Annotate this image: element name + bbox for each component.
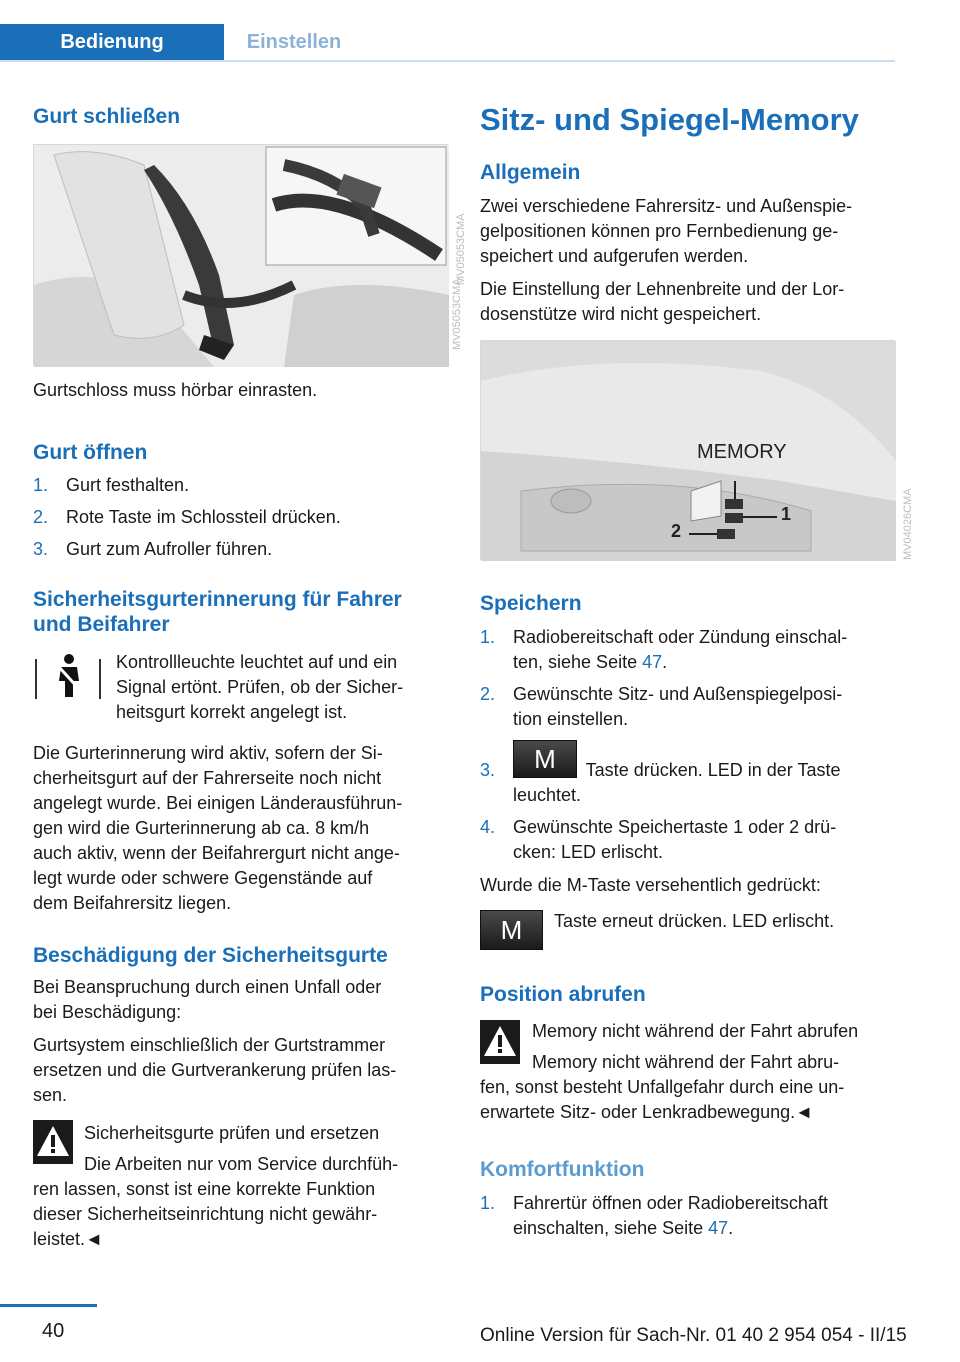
abrufen-warning-title: Memory nicht während der Fahrt abrufen (532, 1021, 859, 1041)
allgemein-line: gelpositionen können pro Fernbedienung ge- (480, 221, 839, 241)
list-text (513, 1216, 733, 1241)
warning-title: Sicherheitsgurte prüfen und ersetzen (84, 1123, 380, 1143)
page-link-47[interactable]: 47 (708, 1218, 729, 1238)
warning-triangle-icon (480, 1020, 520, 1064)
warning-line: ren lassen, sonst ist eine korrekte Funktion (33, 1179, 376, 1199)
section-title-damage: Beschädigung der Sicherheitsgurte (33, 944, 388, 967)
list-number: 3. (480, 760, 496, 780)
reminder-icon-line-2: Signal ertönt. Prüfen, ob der Sicher- (116, 677, 404, 697)
section-title-abrufen: Position abrufen (480, 983, 646, 1006)
figure1-code: MV05053CMA (455, 213, 467, 285)
reminder-para-line: auch aktiv, wenn der Beifahrergurt nicht ange- (33, 843, 400, 863)
reminder-icon-line-1: Kontrollleuchte leuchtet auf und ein (116, 652, 398, 672)
tab-bedienung[interactable]: Bedienung (0, 24, 224, 60)
abrufen-warning-line: fen, sonst besteht Unfallgefahr durch eine un- (480, 1077, 845, 1097)
list-text: cken: LED erlischt. (513, 842, 664, 862)
reminder-para-line: angelegt wurde. Bei einigen Länderausführun- (33, 793, 403, 813)
memory-figure (480, 340, 895, 560)
list-text: leuchtet. (513, 785, 582, 805)
section-title-speichern: Speichern (480, 592, 582, 615)
figure-label-2: 2 (671, 521, 682, 541)
list-text: Fahrertür öffnen oder Radiobereitschaft (513, 1193, 828, 1213)
list-text: Gurt zum Aufroller führen. (66, 539, 273, 559)
allgemein-line: speichert und aufgerufen werden. (480, 246, 749, 266)
list-text-part: ten, siehe Seite (513, 652, 643, 672)
seatbelt-warning-icon (33, 647, 103, 703)
section-title-reminder-2: und Beifahrer (33, 613, 170, 636)
section-title-allgemein: Allgemein (480, 161, 581, 184)
list-text: Rote Taste im Schlossteil drücken. (66, 507, 341, 527)
allgemein-line: Die Einstellung der Lehnenbreite und der Lor- (480, 279, 845, 299)
damage-para-line: sen. (33, 1085, 68, 1105)
list-number: 3. (33, 539, 49, 559)
tab-divider (0, 60, 895, 62)
list-number: 2. (480, 684, 496, 704)
list-number: 4. (480, 817, 496, 837)
list-text (513, 650, 667, 675)
memory-m-button-icon (513, 740, 577, 778)
reminder-para-line: dem Beifahrersitz liegen. (33, 893, 232, 913)
gurt-schliessen-text: Gurtschloss muss hörbar einrasten. (33, 380, 318, 400)
page-number: 40 (42, 1320, 65, 1342)
allgemein-line: Zwei verschiedene Fahrersitz- und Außenspie- (480, 196, 853, 216)
list-text: Gewünschte Speichertaste 1 oder 2 drü- (513, 817, 837, 837)
figure2-side-code: MV04026CMA (902, 488, 914, 560)
seatbelt-figure (33, 144, 467, 366)
list-suffix: . (728, 1218, 734, 1238)
allgemein-line: dosenstütze wird nicht gespeichert. (480, 304, 762, 324)
section-title-reminder-1: Sicherheitsgurterinnerung für Fahrer (33, 588, 402, 611)
section-title-komfort: Komfortfunktion (480, 1158, 645, 1181)
list-text: Radiobereitschaft oder Zündung einschal- (513, 627, 848, 647)
footer-rule (0, 1304, 97, 1307)
damage-para-line: ersetzen und die Gurtverankerung prüfen las- (33, 1060, 397, 1080)
list-number: 2. (33, 507, 49, 527)
reminder-para-line: cherheitsgurt auf der Fahrerseite noch nicht (33, 768, 382, 788)
section-title-gurt-schliessen: Gurt schließen (33, 105, 181, 128)
damage-para-line: Bei Beanspruchung durch einen Unfall oder (33, 977, 382, 997)
list-text: Gurt festhalten. (66, 475, 190, 495)
memory-label: MEMORY (697, 441, 787, 463)
list-text: Gewünschte Sitz- und Außenspiegelposi- (513, 684, 843, 704)
list-number: 1. (33, 475, 49, 495)
tab-einstellen[interactable]: Einstellen (246, 31, 342, 53)
warning-line: Die Arbeiten nur vom Service durchfüh- (84, 1154, 399, 1174)
figure-label-1: 1 (781, 504, 792, 524)
list-suffix: . (662, 652, 668, 672)
list-number: 1. (480, 1193, 496, 1213)
damage-para-line: Gurtsystem einschließlich der Gurtstrammer (33, 1035, 386, 1055)
section-title-gurt-oeffnen: Gurt öffnen (33, 441, 148, 464)
reminder-para-line: legt wurde oder schwere Gegenstände auf (33, 868, 373, 888)
abrufen-warning-line: Memory nicht während der Fahrt abru- (532, 1052, 840, 1072)
accidental-icon-text: Taste erneut drücken. LED erlischt. (554, 911, 835, 931)
figure1-side-code: MV05053CMA (451, 278, 463, 350)
reminder-para-line: Die Gurterinnerung wird aktiv, sofern der Si- (33, 743, 383, 763)
abrufen-warning-line: erwartete Sitz- oder Lenkradbewegung.◄ (480, 1102, 813, 1122)
online-version-text: Online Version für Sach-Nr. 01 40 2 954 054 - II/15 (480, 1325, 907, 1346)
accidental-text: Wurde die M-Taste versehentlich gedrückt: (480, 875, 821, 895)
page-link-47[interactable]: 47 (642, 652, 663, 672)
warning-line: leistet.◄ (33, 1229, 103, 1249)
list-text-part: einschalten, siehe Seite (513, 1218, 709, 1238)
warning-triangle-icon (33, 1120, 73, 1164)
warning-line: dieser Sicherheitseinrichtung nicht gewähr- (33, 1204, 378, 1224)
m-button: M (480, 910, 543, 950)
reminder-para-line: gen wird die Gurterinnerung ab ca. 8 km/h (33, 818, 370, 838)
m-button: M (513, 740, 577, 778)
reminder-icon-line-3: heitsgurt korrekt angelegt ist. (116, 702, 348, 722)
seatbelt-illustration (34, 145, 449, 367)
list-number: 1. (480, 627, 496, 647)
chapter-tabbar (0, 24, 895, 62)
list-text: tion einstellen. (513, 709, 629, 729)
damage-para-line: bei Beschädigung: (33, 1002, 182, 1022)
memory-m-button-icon-2 (480, 910, 543, 950)
memory-illustration (481, 341, 896, 561)
list-text: Taste drücken. LED in der Taste (581, 760, 841, 780)
page-section-title: Sitz- und Spiegel-Memory (480, 102, 859, 137)
